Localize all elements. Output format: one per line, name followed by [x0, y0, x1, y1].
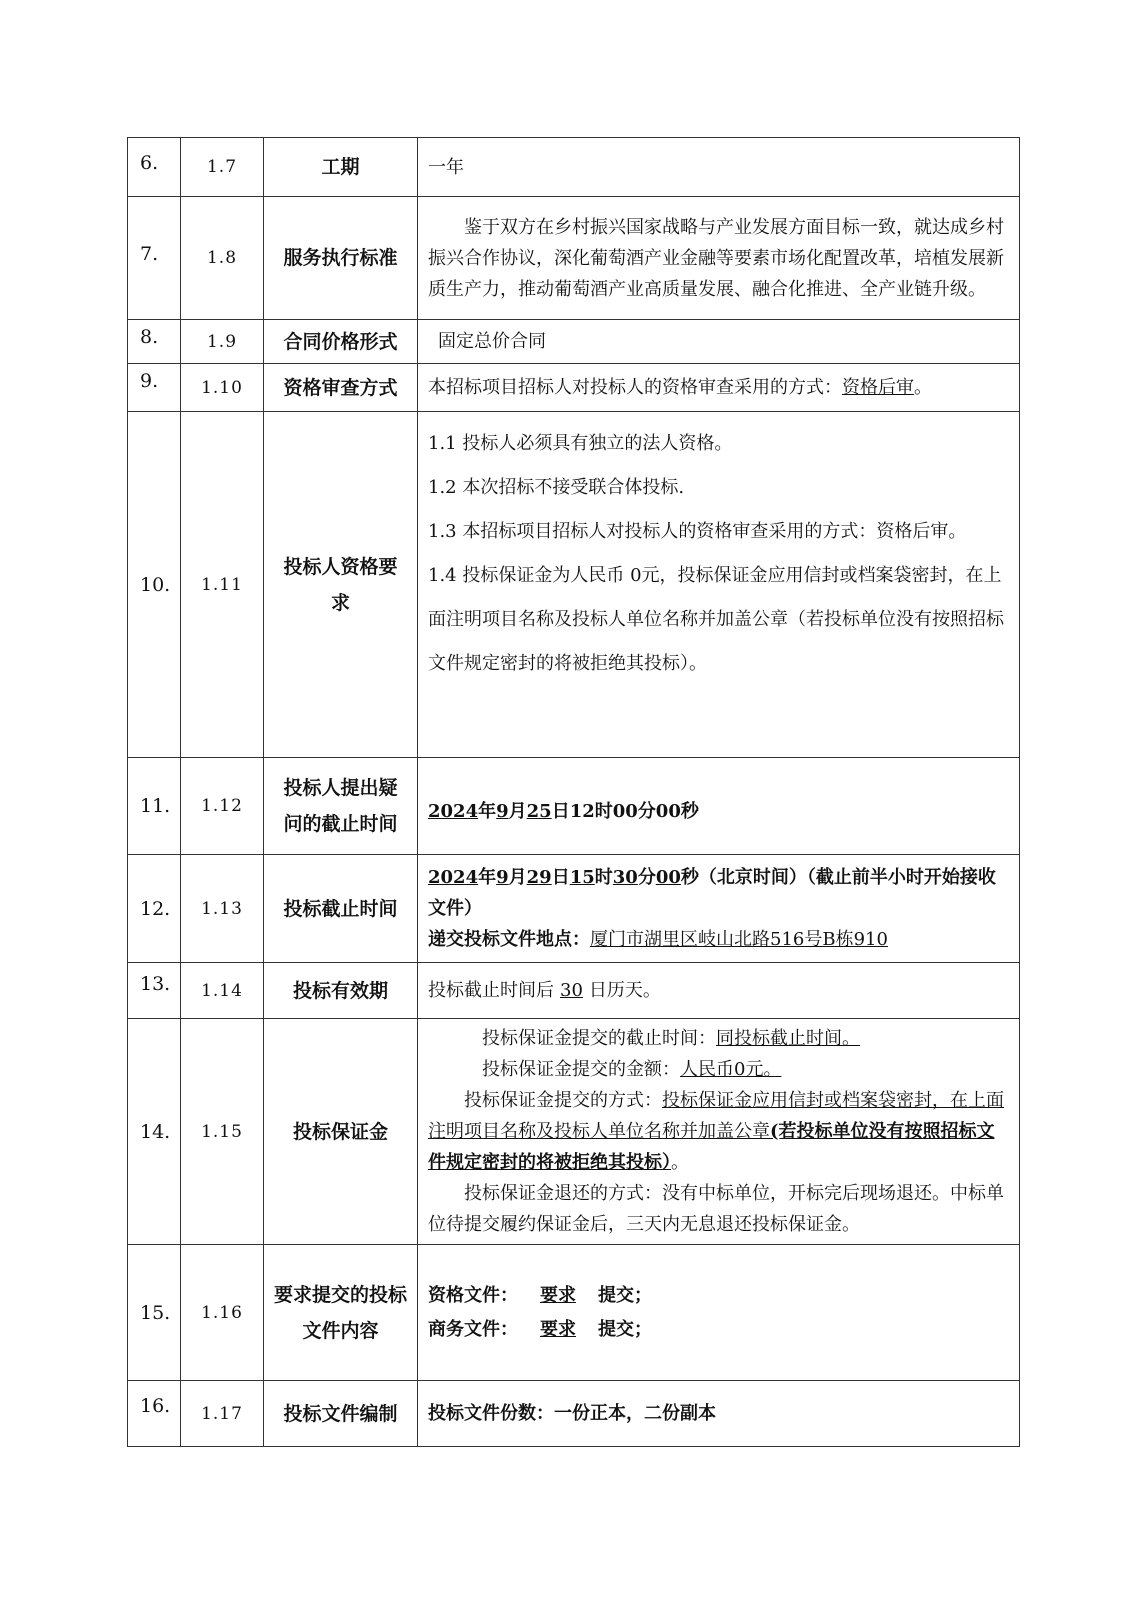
deadline-year: 2024 [428, 867, 479, 888]
row-content [418, 855, 1020, 963]
row-content [418, 758, 1020, 855]
deadline-day: 29 [526, 867, 552, 888]
deadline-second-unit: 秒（北京时间）（截止前半小时开始接收文件） [428, 867, 996, 919]
commercial-doc-tail: 提交； [598, 1318, 652, 1340]
row-number: 14. [128, 1019, 181, 1245]
row-content-text: 投标文件份数：一份正本，二份副本 [428, 1403, 716, 1424]
row-content [418, 1381, 1020, 1447]
row-content-suffix: 。 [914, 377, 932, 398]
clause-number: 1.15 [181, 1019, 264, 1245]
row-name: 工期 [264, 138, 418, 197]
address-label: 递交投标文件地点： [428, 929, 590, 950]
clause-number: 1.7 [181, 138, 264, 197]
row-name: 投标文件编制 [264, 1381, 418, 1447]
row-name: 要求提交的投标文件内容 [264, 1245, 418, 1381]
row-number: 6. [128, 138, 181, 197]
requirement-item: 1.1 投标人必须具有独立的法人资格。 [428, 433, 733, 454]
row-name: 合同价格形式 [264, 320, 418, 364]
table-row [128, 855, 1020, 963]
deposit-deadline-value: 同投标截止时间。 [716, 1028, 860, 1049]
row-number: 10. [128, 412, 181, 758]
row-name: 投标保证金 [264, 1019, 418, 1245]
qualification-doc-label: 资格文件： [428, 1284, 518, 1306]
deadline-year: 2024 [428, 800, 479, 822]
row-number: 7. [128, 197, 181, 320]
deadline-second: 00 [655, 867, 681, 888]
row-content [418, 364, 1020, 412]
table-row [128, 320, 1020, 364]
validity-days: 30 [560, 980, 583, 1001]
requirement-item: 1.2 本次招标不接受联合体投标. [428, 477, 685, 498]
table-row [128, 1381, 1020, 1447]
clause-number: 1.10 [181, 364, 264, 412]
row-number: 8. [128, 320, 181, 364]
table-row [128, 758, 1020, 855]
row-number: 9. [128, 364, 181, 412]
clause-number: 1.8 [181, 197, 264, 320]
deadline-year-unit: 年 [478, 867, 497, 888]
table-row [128, 412, 1020, 758]
deposit-amount-label: 投标保证金提交的金额： [482, 1059, 680, 1080]
clause-number: 1.12 [181, 758, 264, 855]
row-content [418, 1245, 1020, 1381]
row-content-suffix: 日历天。 [588, 980, 661, 1001]
row-name: 投标有效期 [264, 963, 418, 1019]
row-content [418, 320, 1020, 364]
row-name: 投标人提出疑问的截止时间 [264, 758, 418, 855]
row-content [418, 138, 1020, 197]
row-content [418, 963, 1020, 1019]
qualification-doc-tail: 提交； [598, 1284, 652, 1306]
deposit-amount-value: 人民币0元。 [680, 1059, 782, 1080]
clause-number: 1.14 [181, 963, 264, 1019]
deposit-method-value: 投标保证金应用信封或档案袋密封，在上面注明项目名称及投标人单位名称并加盖公章 [428, 1090, 1004, 1142]
deposit-method-tail: 。 [671, 1152, 689, 1173]
deadline-hour-unit: 时 [594, 867, 613, 888]
clause-number: 1.13 [181, 855, 264, 963]
deadline-time: 12时00分00秒 [569, 800, 699, 822]
deposit-method-note: (若投标单位没有按照招标文件规定密封的将被拒绝其投标） [428, 1121, 995, 1173]
commercial-doc-value: 要求 [540, 1318, 576, 1340]
clause-number: 1.9 [181, 320, 264, 364]
row-number: 11. [128, 758, 181, 855]
deposit-refund-label: 投标保证金退还的方式： [464, 1183, 662, 1204]
row-number: 13. [128, 963, 181, 1019]
deadline-month-unit: 月 [508, 800, 527, 822]
deadline-hour: 15 [569, 867, 595, 888]
clause-number: 1.17 [181, 1381, 264, 1447]
table-row [128, 1019, 1020, 1245]
clause-number: 1.16 [181, 1245, 264, 1381]
row-name: 投标人资格要求 [264, 412, 418, 758]
row-name: 投标截止时间 [264, 855, 418, 963]
requirement-item: 1.4 投标保证金为人民币 0元，投标保证金应用信封或档案袋密封，在上面注明项目名称及投标人单位名称并加盖公章（若投标单位没有按照招标文件规定密封的将被拒绝其投标）。 [428, 565, 1004, 674]
clause-number: 1.11 [181, 412, 264, 758]
row-name: 资格审查方式 [264, 364, 418, 412]
row-content [418, 1019, 1020, 1245]
qualification-doc-value: 要求 [540, 1284, 576, 1306]
deadline-day-unit: 日 [551, 800, 570, 822]
commercial-doc-label: 商务文件： [428, 1318, 518, 1340]
row-content-text: 投标截止时间后 [428, 980, 554, 1001]
row-content [418, 412, 1020, 758]
deadline-minute-unit: 分 [637, 867, 656, 888]
deadline-day: 25 [526, 800, 552, 822]
row-content-text: 一年 [428, 156, 464, 178]
row-content-text: 鉴于双方在乡村振兴国家战略与产业发展方面目标一致，就达成乡村振兴合作协议，深化葡萄酒产业金融等要素市场化配置改革，培植发展新质生产力，推动葡萄酒产业高质量发展、融合化推进、全产业链升级。 [428, 216, 1004, 300]
deadline-day-unit: 日 [551, 867, 570, 888]
review-method-value: 资格后审 [842, 377, 914, 398]
row-content-text: 固定总价合同 [438, 331, 546, 352]
table-row [128, 1245, 1020, 1381]
row-number: 15. [128, 1245, 181, 1381]
table-row [128, 963, 1020, 1019]
deadline-month-unit: 月 [508, 867, 527, 888]
row-number: 12. [128, 855, 181, 963]
row-number: 16. [128, 1381, 181, 1447]
table-row [128, 197, 1020, 320]
row-content [418, 197, 1020, 320]
deposit-refund-value: 没有中标单位，开标完后现场退还。中标单位待提交履约保证金后，三天内无息退还投标保证金。 [428, 1183, 1004, 1235]
deadline-month: 9 [496, 800, 509, 822]
table-row [128, 138, 1020, 197]
row-name: 服务执行标准 [264, 197, 418, 320]
deadline-minute: 30 [612, 867, 638, 888]
requirement-item: 1.3 本招标项目招标人对投标人的资格审查采用的方式：资格后审。 [428, 521, 967, 542]
deadline-month: 9 [496, 867, 509, 888]
address-value: 厦门市湖里区岐山北路516号B栋910 [590, 929, 888, 950]
deposit-deadline-label: 投标保证金提交的截止时间： [482, 1028, 716, 1049]
deposit-method-label: 投标保证金提交的方式： [464, 1090, 662, 1111]
deadline-year-unit: 年 [478, 800, 497, 822]
row-content-text: 本招标项目招标人对投标人的资格审查采用的方式： [428, 377, 842, 398]
table-row [128, 364, 1020, 412]
bid-data-table [127, 137, 1020, 1447]
